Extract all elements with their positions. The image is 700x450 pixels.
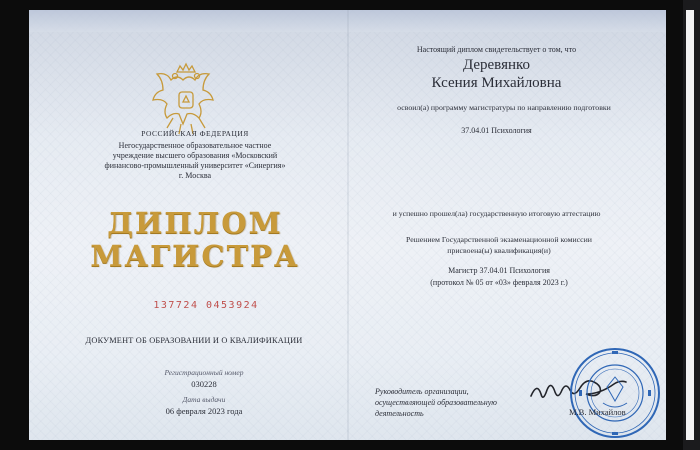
- protocol: (протокол № 05 от «03» февраля 2023 г.): [430, 278, 568, 287]
- institution-line-2: учреждение высшего образования «Московский: [112, 151, 278, 160]
- head-line-3: деятельность: [375, 409, 424, 418]
- institution-line-3: финансово-промышленный университет «Синергия»: [104, 161, 286, 170]
- diploma-document: [29, 10, 666, 440]
- official-seal: [569, 347, 661, 439]
- issue-date: 06 февраля 2023 года: [165, 406, 243, 416]
- right-edge-strip: [686, 10, 694, 440]
- attestation-text: и успешно прошел(ла) государственную итоговую аттестацию: [392, 209, 601, 218]
- coat-of-arms-emblem: [151, 58, 221, 140]
- title-line-1: ДИПЛОМ: [107, 206, 283, 240]
- program-code: 37.04.01 Психология: [461, 126, 532, 135]
- center-fold: [347, 10, 349, 440]
- decision-line-2: присвоена(ы) квалификация(и): [447, 246, 551, 255]
- recipient-surname: Деревянко: [462, 57, 531, 73]
- registration-number: 030228: [191, 379, 217, 389]
- institution-line-1: Негосударственное образовательное частное: [118, 141, 272, 150]
- title-line-2: МАГИСТРА: [90, 239, 300, 273]
- head-line-2: осуществляющей образовательную: [375, 398, 497, 407]
- right-edge-panel: [683, 0, 700, 450]
- head-name: М.В. Михайлов: [569, 407, 626, 417]
- issue-date-label: Дата выдачи: [182, 395, 226, 404]
- decision-line-1: Решением Государственной экзаменационной комиссии: [406, 235, 592, 244]
- serial-number: 137724 0453924: [153, 300, 259, 311]
- registration-label: Регистрационный номер: [164, 368, 244, 377]
- program-intro: освоил(а) программу магистратуры по направлению подготовки: [397, 103, 611, 112]
- country-label: РОССИЙСКАЯ ФЕДЕРАЦИЯ: [141, 129, 249, 138]
- recipient-name: Ксения Михайловна: [431, 75, 562, 91]
- head-line-1: Руководитель организации,: [375, 387, 469, 396]
- qualification: Магистр 37.04.01 Психология: [448, 266, 550, 275]
- document-caption: ДОКУМЕНТ ОБ ОБРАЗОВАНИИ И О КВАЛИФИКАЦИИ: [85, 336, 303, 345]
- intro-text: Настоящий диплом свидетельствует о том, что: [416, 45, 577, 54]
- institution-line-4: г. Москва: [178, 171, 212, 180]
